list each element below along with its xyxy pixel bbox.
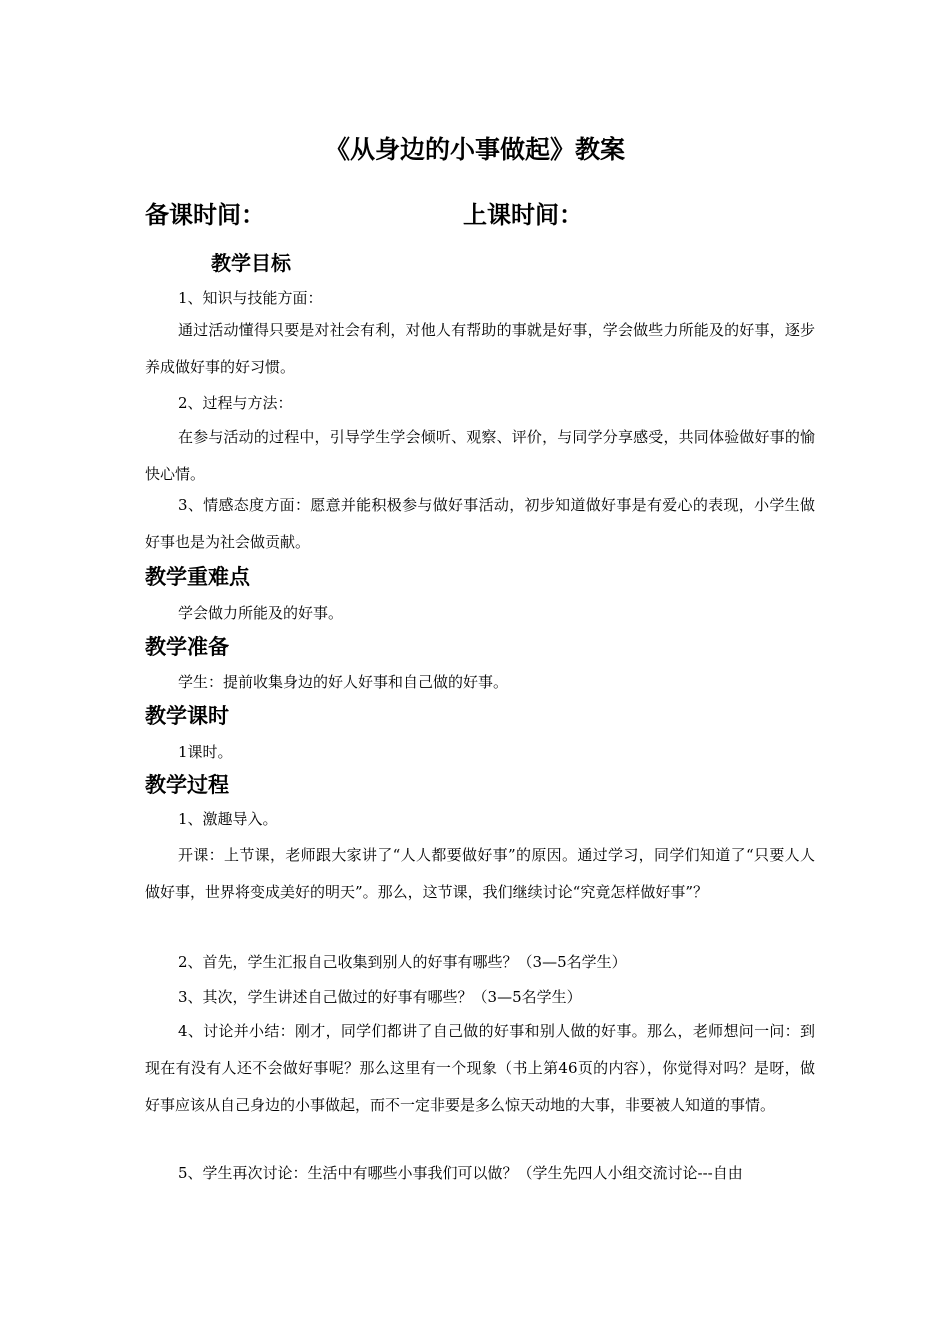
process-item: 2、首先，学生汇报自己收集到别人的好事有哪些？（3—5名学生） (178, 953, 627, 971)
time-row (145, 197, 845, 233)
hours-text: 1课时。 (178, 743, 233, 761)
process-item: 4、讨论并小结：刚才，同学们都讲了自己做的好事和别人做的好事。那么，老师想问一问：到现在有没有人还不会做好事呢？那么这里有一个现象（书上第46页的内容），你觉得对吗？是呀，做好事应该从自己身边的小事做起，而不一定非要是多么惊天动地的大事，非要被人知道的事情。 (145, 1022, 815, 1114)
goals-heading: 教学目标 (211, 251, 291, 275)
process-item: 1、激趣导入。 (178, 810, 278, 828)
key-points-heading: 教学重难点 (145, 565, 250, 589)
preparation-text: 学生：提前收集身边的好人好事和自己做的好事。 (178, 673, 509, 691)
document-title: 《从身边的小事做起》教案 (324, 135, 625, 164)
class-time-label: 上课时间： (463, 201, 583, 229)
process-item: 开课：上节课，老师跟大家讲了“人人都要做好事”的原因。通过学习，同学们知道了“只要人人做好事，世界将变成美好的明天”。那么，这节课，我们继续讨论“究竟怎样做好事”？ (145, 846, 815, 901)
process-item: 5、学生再次讨论：生活中有哪些小事我们可以做？（学生先四人小组交流讨论---自由 (178, 1164, 743, 1182)
goal-item: 在参与活动的过程中，引导学生学会倾听、观察、评价，与同学分享感受，共同体验做好事的愉快心情。 (145, 428, 815, 483)
prep-time-label: 备课时间： (145, 201, 265, 229)
goal-item: 1、知识与技能方面： (178, 289, 323, 307)
preparation-heading: 教学准备 (145, 635, 229, 659)
process-heading: 教学过程 (145, 773, 229, 797)
key-points-text: 学会做力所能及的好事。 (178, 604, 344, 622)
hours-heading: 教学课时 (145, 704, 229, 728)
process-item: 3、其次，学生讲述自己做过的好事有哪些？（3—5名学生） (178, 988, 582, 1006)
goal-item: 3、情感态度方面：愿意并能积极参与做好事活动，初步知道做好事是有爱心的表现，小学生做好事也是为社会做贡献。 (145, 496, 815, 551)
goal-item: 2、过程与方法： (178, 394, 293, 412)
goal-item: 通过活动懂得只要是对社会有利，对他人有帮助的事就是好事，学会做些力所能及的好事，逐步养成做好事的好习惯。 (145, 321, 815, 376)
